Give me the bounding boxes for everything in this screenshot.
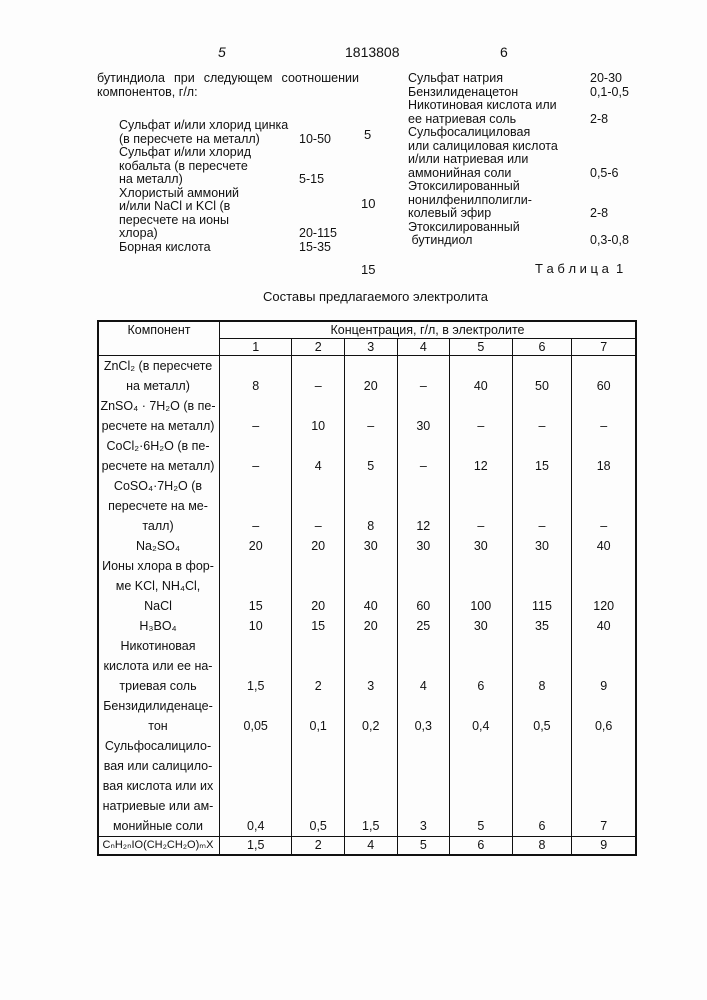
composition-line xyxy=(97,214,359,228)
composition-line xyxy=(97,160,359,174)
column-header-component: Компонент xyxy=(98,321,220,356)
value-cell: 6 xyxy=(450,837,512,856)
value-cell: 30 xyxy=(397,396,450,436)
component-name: Этоксилированный xyxy=(408,180,520,194)
value-cell: 12 xyxy=(450,436,512,476)
value-cell: 7 xyxy=(572,736,636,837)
component-range: 20-30 xyxy=(590,72,640,86)
component-cell: Ионы хлора в фор- ме KCl, NH₄Cl, NaCl xyxy=(98,556,220,616)
column-number: 6 xyxy=(512,339,572,356)
value-cell: – xyxy=(512,396,572,436)
composition-line xyxy=(408,194,640,208)
table-title: Составы предлагаемого электролита xyxy=(263,289,488,304)
component-cell: Na₂SO₄ xyxy=(98,536,220,556)
value-cell: 35 xyxy=(512,616,572,636)
component-name: ее натриевая соль xyxy=(408,113,516,127)
value-cell: 0,4 xyxy=(220,736,292,837)
value-cell: 40 xyxy=(450,356,512,397)
composition-line xyxy=(97,187,359,201)
value-cell: 8 xyxy=(344,476,397,536)
value-cell: 4 xyxy=(292,436,345,476)
value-cell: 40 xyxy=(572,616,636,636)
composition-line xyxy=(97,146,359,160)
value-cell: 9 xyxy=(572,636,636,696)
table-row xyxy=(98,436,636,476)
component-name: Этоксилированный xyxy=(408,221,520,235)
patent-number: 1813808 xyxy=(345,44,400,60)
value-cell: 20 xyxy=(292,536,345,556)
composition-line xyxy=(408,126,640,140)
composition-line xyxy=(408,167,640,181)
column-number: 1 xyxy=(220,339,292,356)
table-row xyxy=(98,356,636,397)
value-cell: 3 xyxy=(397,736,450,837)
table-row xyxy=(98,636,636,696)
table-row xyxy=(98,536,636,556)
value-cell: 30 xyxy=(344,536,397,556)
value-cell: 30 xyxy=(512,536,572,556)
value-cell: 0,2 xyxy=(344,696,397,736)
table-row xyxy=(98,837,636,856)
value-cell: 20 xyxy=(292,556,345,616)
table-label: Т а б л и ц а 1 xyxy=(535,261,623,276)
composition-line xyxy=(97,200,359,214)
value-cell: 100 xyxy=(450,556,512,616)
component-range: 0,1-0,5 xyxy=(590,86,640,100)
value-cell: 6 xyxy=(512,736,572,837)
component-name: и/или NaCl и KCl (в xyxy=(119,200,230,214)
composition-line xyxy=(408,234,640,248)
component-cell: CₙH₂ₙIO(CH₂CH₂O)ₘX xyxy=(98,837,220,856)
component-name: Хлористый аммоний xyxy=(119,187,239,201)
column-number: 4 xyxy=(397,339,450,356)
component-range: 0,5-6 xyxy=(590,167,640,181)
value-cell: 30 xyxy=(450,536,512,556)
component-range: 2-8 xyxy=(590,113,640,127)
value-cell: 5 xyxy=(450,736,512,837)
component-range: 10-50 xyxy=(299,133,359,147)
table-row xyxy=(98,396,636,436)
table-row xyxy=(98,696,636,736)
component-name: Сульфосалициловая xyxy=(408,126,530,140)
value-cell: 115 xyxy=(512,556,572,616)
component-name: аммонийная соли xyxy=(408,167,511,181)
column-header-concentration: Концентрация, г/л, в электролите xyxy=(220,321,637,339)
composition-line xyxy=(408,86,640,100)
value-cell: 8 xyxy=(512,837,572,856)
value-cell: 1,5 xyxy=(344,736,397,837)
composition-line xyxy=(97,227,359,241)
value-cell: – xyxy=(397,436,450,476)
component-name: Никотиновая кислота или xyxy=(408,99,557,113)
component-range: 15-35 xyxy=(299,241,359,255)
composition-line xyxy=(408,180,640,194)
component-name: пересчете на ионы xyxy=(119,214,229,228)
value-cell: 12 xyxy=(397,476,450,536)
composition-line xyxy=(408,221,640,235)
column-number: 5 xyxy=(450,339,512,356)
component-range: 0,3-0,8 xyxy=(590,234,640,248)
value-cell: 60 xyxy=(572,356,636,397)
component-name: Бензилиденацетон xyxy=(408,86,518,100)
body-text-line: бутиндиола при следующем соотношении xyxy=(97,72,359,86)
component-name: бутиндиол xyxy=(408,234,472,248)
column-number: 2 xyxy=(292,339,345,356)
component-cell: H₃BO₄ xyxy=(98,616,220,636)
value-cell: 10 xyxy=(220,616,292,636)
component-name: кобальта (в пересчете xyxy=(119,160,248,174)
component-cell: Никотиновая кислота или ее на- триевая соль xyxy=(98,636,220,696)
column-number: 3 xyxy=(344,339,397,356)
value-cell: – xyxy=(572,396,636,436)
component-cell: ZnSO₄ · 7H₂O (в пе- ресчете на металл) xyxy=(98,396,220,436)
table-row xyxy=(98,556,636,616)
value-cell: 60 xyxy=(397,556,450,616)
column-number: 7 xyxy=(572,339,636,356)
body-text-line: компонентов, г/л: xyxy=(97,86,359,100)
value-cell: – xyxy=(512,476,572,536)
value-cell: 20 xyxy=(220,536,292,556)
value-cell: 4 xyxy=(397,636,450,696)
component-name: или салициловая кислота xyxy=(408,140,558,154)
value-cell: 0,3 xyxy=(397,696,450,736)
value-cell: – xyxy=(220,396,292,436)
composition-line xyxy=(408,99,640,113)
value-cell: 1,5 xyxy=(220,837,292,856)
value-cell: 4 xyxy=(344,837,397,856)
value-cell: – xyxy=(344,396,397,436)
component-cell: CoSO₄·7H₂O (в пересчете на ме- талл) xyxy=(98,476,220,536)
composition-line xyxy=(408,72,640,86)
right-text-column xyxy=(408,72,640,248)
value-cell: 20 xyxy=(344,356,397,397)
composition-line xyxy=(408,153,640,167)
component-range: 5-15 xyxy=(299,173,359,187)
component-name: (в пересчете на металл) xyxy=(119,133,260,147)
value-cell: 30 xyxy=(397,536,450,556)
page-number-left: 5 xyxy=(218,44,226,60)
composition-line xyxy=(97,133,359,147)
component-name: Сульфат натрия xyxy=(408,72,503,86)
composition-table xyxy=(97,320,637,856)
value-cell: 6 xyxy=(450,636,512,696)
value-cell: 5 xyxy=(397,837,450,856)
value-cell: – xyxy=(572,476,636,536)
composition-line xyxy=(97,119,359,133)
value-cell: 0,05 xyxy=(220,696,292,736)
value-cell: 2 xyxy=(292,636,345,696)
composition-line xyxy=(408,207,640,221)
value-cell: – xyxy=(292,356,345,397)
line-number: 10 xyxy=(361,196,375,211)
value-cell: 0,1 xyxy=(292,696,345,736)
value-cell: 18 xyxy=(572,436,636,476)
value-cell: – xyxy=(450,396,512,436)
table-row xyxy=(98,476,636,536)
value-cell: 3 xyxy=(344,636,397,696)
component-range: 20-115 xyxy=(299,227,359,241)
value-cell: 10 xyxy=(292,396,345,436)
value-cell: 0,5 xyxy=(292,736,345,837)
value-cell: 15 xyxy=(512,436,572,476)
value-cell: 8 xyxy=(512,636,572,696)
composition-line xyxy=(97,241,359,255)
value-cell: 0,4 xyxy=(450,696,512,736)
value-cell: – xyxy=(292,476,345,536)
value-cell: 50 xyxy=(512,356,572,397)
component-name: Сульфат и/или хлорид xyxy=(119,146,251,160)
value-cell: 5 xyxy=(344,436,397,476)
value-cell: 30 xyxy=(450,616,512,636)
component-cell: ZnCl₂ (в пересчете на металл) xyxy=(98,356,220,397)
component-name: хлора) xyxy=(119,227,158,241)
component-name: на металл) xyxy=(119,173,183,187)
component-name: Борная кислота xyxy=(119,241,211,255)
value-cell: – xyxy=(220,476,292,536)
value-cell: 8 xyxy=(220,356,292,397)
value-cell: 1,5 xyxy=(220,636,292,696)
value-cell: 2 xyxy=(292,837,345,856)
component-name: нонилфенилполигли- xyxy=(408,194,532,208)
composition-line xyxy=(97,173,359,187)
composition-line xyxy=(408,113,640,127)
value-cell: 0,6 xyxy=(572,696,636,736)
component-cell: Сульфосалицило- вая или салицило- вая кислота или их натриевые или ам- монийные соли xyxy=(98,736,220,837)
value-cell: 25 xyxy=(397,616,450,636)
value-cell: 40 xyxy=(572,536,636,556)
component-cell: CoCl₂·6H₂O (в пе- ресчете на металл) xyxy=(98,436,220,476)
value-cell: 40 xyxy=(344,556,397,616)
value-cell: 0,5 xyxy=(512,696,572,736)
table-row xyxy=(98,616,636,636)
value-cell: – xyxy=(220,436,292,476)
value-cell: 15 xyxy=(220,556,292,616)
component-name: и/или натриевая или xyxy=(408,153,528,167)
component-name: Сульфат и/или хлорид цинка xyxy=(119,119,288,133)
composition-line xyxy=(408,140,640,154)
value-cell: 120 xyxy=(572,556,636,616)
value-cell: 20 xyxy=(344,616,397,636)
value-cell: 9 xyxy=(572,837,636,856)
line-number: 5 xyxy=(364,127,371,142)
value-cell: 15 xyxy=(292,616,345,636)
line-number: 15 xyxy=(361,262,375,277)
component-range: 2-8 xyxy=(590,207,640,221)
left-text-column xyxy=(97,72,359,254)
value-cell: – xyxy=(450,476,512,536)
component-name: колевый эфир xyxy=(408,207,491,221)
page-number-right: 6 xyxy=(500,44,508,60)
component-cell: Бензидилиденаце- тон xyxy=(98,696,220,736)
value-cell: – xyxy=(397,356,450,397)
table-row xyxy=(98,736,636,837)
document-page xyxy=(0,0,707,1000)
